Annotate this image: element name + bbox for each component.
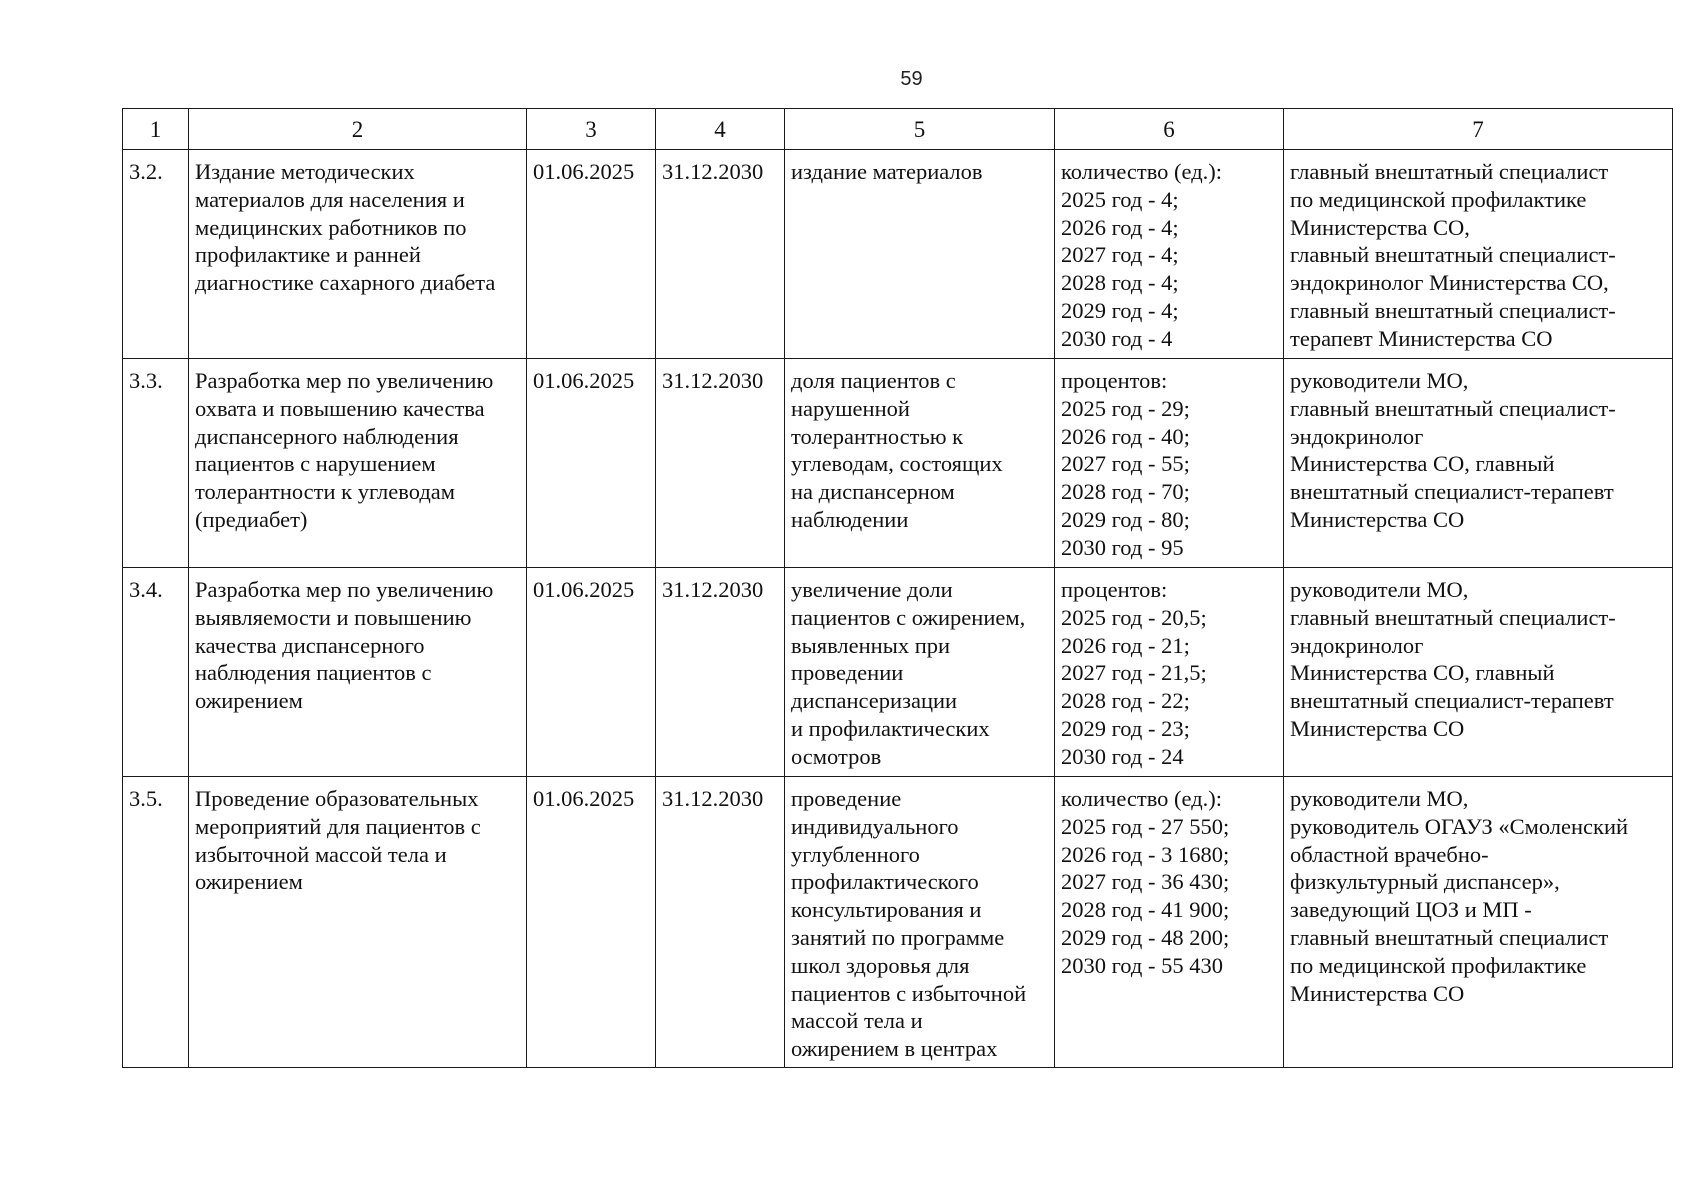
indicator-values-line: 2029 год - 48 200; xyxy=(1061,924,1230,950)
expected-result-line: на диспансерном xyxy=(791,479,955,505)
indicator-values-line: 2028 год - 22; xyxy=(1061,688,1190,714)
responsible-persons-line: главный внештатный специалист xyxy=(1290,159,1609,184)
item-number: 3.3. xyxy=(123,359,189,568)
measure-name-line: ожирением xyxy=(195,688,303,714)
responsible-persons xyxy=(1284,150,1673,359)
measure-name-line: толерантности к углеводам xyxy=(195,479,456,505)
indicator-values-line: 2028 год - 41 900; xyxy=(1061,897,1230,923)
expected-result-line: проведении xyxy=(791,660,904,686)
responsible-persons-line: главный внештатный специалист- xyxy=(1290,395,1616,421)
responsible-persons-line: Министерства СО, главный xyxy=(1290,451,1555,477)
expected-result xyxy=(785,150,1055,359)
expected-result-line: и профилактических xyxy=(791,715,990,741)
expected-result-line: диспансеризации xyxy=(791,688,958,714)
indicator-values-line: 2025 год - 27 550; xyxy=(1061,813,1230,839)
responsible-persons-line: эндокринолог xyxy=(1290,423,1424,449)
expected-result-line: увеличение доли xyxy=(791,577,953,602)
responsible-persons-line: по медицинской профилактике xyxy=(1290,186,1587,212)
expected-result-line: осмотров xyxy=(791,743,882,769)
expected-result xyxy=(785,359,1055,568)
responsible-persons-line: руководители МО, xyxy=(1290,368,1469,393)
responsible-persons-line: главный внештатный специалист- xyxy=(1290,604,1616,630)
measure-name-line: качества диспансерного xyxy=(195,632,425,658)
measure-name-line: избыточной массой тела и xyxy=(195,841,447,867)
expected-result-line: школ здоровья для xyxy=(791,952,970,978)
measure-name-line: профилактике и ранней xyxy=(195,242,421,268)
indicator-values-line: 2030 год - 24 xyxy=(1061,743,1184,769)
indicator-values-line: 2025 год - 4; xyxy=(1061,186,1179,212)
measure-name-line: (предиабет) xyxy=(195,506,308,532)
expected-result-line: выявленных при xyxy=(791,632,951,658)
responsible-persons-line: областной врачебно- xyxy=(1290,841,1489,867)
end-date: 31.12.2030 xyxy=(656,150,785,359)
responsible-persons-line: руководитель ОГАУЗ «Смоленский xyxy=(1290,813,1629,839)
measure-name-line: Проведение образовательных xyxy=(195,786,479,811)
indicator-values-line: 2025 год - 20,5; xyxy=(1061,604,1207,630)
responsible-persons xyxy=(1284,777,1673,1068)
expected-result-line: углеводам, состоящих xyxy=(791,451,1003,477)
indicator-values-line: 2029 год - 80; xyxy=(1061,506,1190,532)
expected-result-line: толерантностью к xyxy=(791,423,964,449)
expected-result-line: занятий по программе xyxy=(791,924,1005,950)
indicator-values-line: 2029 год - 23; xyxy=(1061,715,1190,741)
indicator-values-line: процентов: xyxy=(1061,368,1168,393)
expected-result xyxy=(785,777,1055,1068)
start-date: 01.06.2025 xyxy=(527,568,656,777)
item-number: 3.5. xyxy=(123,777,189,1068)
indicator-values-line: 2030 год - 55 430 xyxy=(1061,952,1223,978)
measure-name xyxy=(189,568,527,777)
measure-name-line: выявляемости и повышению xyxy=(195,604,472,630)
table-row xyxy=(123,359,1673,568)
measure-name-line: наблюдения пациентов с xyxy=(195,660,432,686)
measure-name-line: Издание методических xyxy=(195,159,415,184)
table-row xyxy=(123,777,1673,1068)
indicator-values-line: 2029 год - 4; xyxy=(1061,297,1179,323)
indicator-values-line: 2028 год - 4; xyxy=(1061,270,1179,296)
expected-result-line: индивидуального xyxy=(791,813,959,839)
indicator-values xyxy=(1055,777,1284,1068)
indicator-values-line: 2030 год - 4 xyxy=(1061,325,1173,351)
indicator-values-line: количество (ед.): xyxy=(1061,159,1223,184)
responsible-persons-line: Министерства СО, xyxy=(1290,214,1470,240)
indicator-values-line: 2026 год - 40; xyxy=(1061,423,1190,449)
measures-table xyxy=(122,108,1673,1068)
expected-result-line: пациентов с избыточной xyxy=(791,980,1027,1006)
end-date: 31.12.2030 xyxy=(656,359,785,568)
column-number-7: 7 xyxy=(1284,109,1673,150)
expected-result-line: ожирением в центрах xyxy=(791,1036,998,1062)
responsible-persons xyxy=(1284,568,1673,777)
responsible-persons-line: руководители МО, xyxy=(1290,577,1469,602)
responsible-persons-line: главный внештатный специалист xyxy=(1290,924,1609,950)
responsible-persons-line: руководители МО, xyxy=(1290,786,1469,811)
measure-name xyxy=(189,777,527,1068)
indicator-values-line: 2025 год - 29; xyxy=(1061,395,1190,421)
measure-name-line: охвата и повышению качества xyxy=(195,395,485,421)
table-row xyxy=(123,150,1673,359)
start-date: 01.06.2025 xyxy=(527,150,656,359)
responsible-persons-line: внештатный специалист-терапевт xyxy=(1290,688,1614,714)
column-number-2: 2 xyxy=(189,109,527,150)
indicator-values xyxy=(1055,150,1284,359)
item-number: 3.4. xyxy=(123,568,189,777)
responsible-persons-line: главный внештатный специалист- xyxy=(1290,242,1616,268)
responsible-persons xyxy=(1284,359,1673,568)
page-number: 59 xyxy=(900,68,923,90)
indicator-values-line: 2026 год - 3 1680; xyxy=(1061,841,1230,867)
indicator-values-line: 2028 год - 70; xyxy=(1061,479,1190,505)
indicator-values-line: 2027 год - 4; xyxy=(1061,242,1179,268)
expected-result-line: издание материалов xyxy=(791,159,983,184)
column-number-3: 3 xyxy=(527,109,656,150)
expected-result-line: консультирования и xyxy=(791,897,982,923)
expected-result-line: доля пациентов с xyxy=(791,368,956,393)
responsible-persons-line: по медицинской профилактике xyxy=(1290,952,1587,978)
item-number: 3.2. xyxy=(123,150,189,359)
indicator-values-line: процентов: xyxy=(1061,577,1168,602)
measure-name xyxy=(189,359,527,568)
expected-result-line: нарушенной xyxy=(791,395,910,421)
column-number-1: 1 xyxy=(123,109,189,150)
indicator-values-line: 2026 год - 4; xyxy=(1061,214,1179,240)
column-number-6: 6 xyxy=(1055,109,1284,150)
measure-name-line: пациентов с нарушением xyxy=(195,451,436,477)
indicator-values-line: 2027 год - 21,5; xyxy=(1061,660,1207,686)
measure-name-line: материалов для населения и xyxy=(195,186,465,212)
column-number-4: 4 xyxy=(656,109,785,150)
table-row xyxy=(123,568,1673,777)
responsible-persons-line: эндокринолог xyxy=(1290,632,1424,658)
responsible-persons-line: внештатный специалист-терапевт xyxy=(1290,479,1614,505)
indicator-values-line: количество (ед.): xyxy=(1061,786,1223,811)
measure-name-line: диспансерного наблюдения xyxy=(195,423,459,449)
responsible-persons-line: главный внештатный специалист- xyxy=(1290,297,1616,323)
measure-name-line: ожирением xyxy=(195,869,303,895)
end-date: 31.12.2030 xyxy=(656,568,785,777)
end-date: 31.12.2030 xyxy=(656,777,785,1068)
expected-result-line: массой тела и xyxy=(791,1008,923,1034)
expected-result-line: наблюдении xyxy=(791,506,909,532)
indicator-values-line: 2030 год - 95 xyxy=(1061,534,1184,560)
expected-result-line: проведение xyxy=(791,786,902,811)
start-date: 01.06.2025 xyxy=(527,359,656,568)
column-number-5: 5 xyxy=(785,109,1055,150)
measure-name-line: мероприятий для пациентов с xyxy=(195,813,481,839)
indicator-values-line: 2027 год - 36 430; xyxy=(1061,869,1230,895)
responsible-persons-line: Министерства СО xyxy=(1290,715,1465,741)
measure-name-line: диагностике сахарного диабета xyxy=(195,270,496,296)
header-row xyxy=(123,109,1673,150)
start-date: 01.06.2025 xyxy=(527,777,656,1068)
responsible-persons-line: заведующий ЦОЗ и МП - xyxy=(1290,897,1532,923)
expected-result-line: пациентов с ожирением, xyxy=(791,604,1026,630)
measure-name-line: Разработка мер по увеличению xyxy=(195,368,494,393)
measure-name-line: медицинских работников по xyxy=(195,214,467,240)
responsible-persons-line: терапевт Министерства СО xyxy=(1290,325,1553,351)
responsible-persons-line: Министерства СО xyxy=(1290,980,1465,1006)
responsible-persons-line: Министерства СО xyxy=(1290,506,1465,532)
measure-name xyxy=(189,150,527,359)
expected-result xyxy=(785,568,1055,777)
expected-result-line: углубленного xyxy=(791,841,920,867)
indicator-values xyxy=(1055,568,1284,777)
responsible-persons-line: физкультурный диспансер», xyxy=(1290,869,1560,895)
indicator-values xyxy=(1055,359,1284,568)
indicator-values-line: 2026 год - 21; xyxy=(1061,632,1190,658)
responsible-persons-line: Министерства СО, главный xyxy=(1290,660,1555,686)
responsible-persons-line: эндокринолог Министерства СО, xyxy=(1290,270,1609,296)
measure-name-line: Разработка мер по увеличению xyxy=(195,577,494,602)
indicator-values-line: 2027 год - 55; xyxy=(1061,451,1190,477)
expected-result-line: профилактического xyxy=(791,869,979,895)
